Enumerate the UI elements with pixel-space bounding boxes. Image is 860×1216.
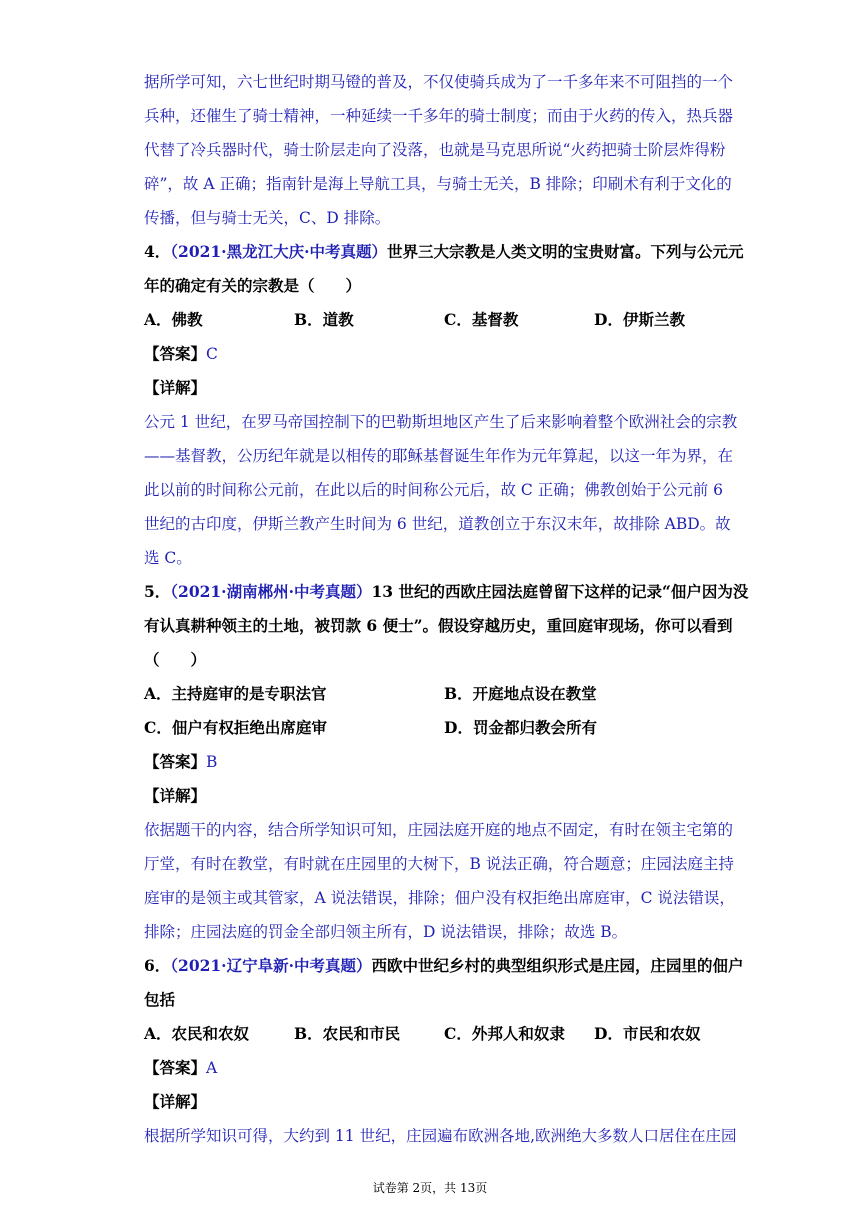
option-d: D．市民和农奴 — [594, 1024, 701, 1043]
question-text: 有认真耕种领主的土地，被罚款 6 便士”。假设穿越历史，重回庭审现场，你可以看到 — [144, 616, 733, 635]
answer-label: 【答案】 — [144, 344, 207, 363]
option-c: C．佃户有权拒绝出席庭审 — [144, 718, 327, 737]
explanation-line: 依据题干的内容，结合所学知识可知，庄园法庭开庭的地点不固定，有时在领主宅第的 — [144, 821, 734, 839]
explanation-line: 选 C。 — [144, 549, 192, 567]
detail-label: 【详解】 — [144, 1092, 207, 1111]
explanation-line: 公元 1 世纪，在罗马帝国控制下的巴勒斯坦地区产生了后来影响着整个欧洲社会的宗教 — [144, 413, 738, 431]
answer-value: C — [206, 345, 218, 363]
option-c: C．外邦人和奴隶 — [444, 1024, 565, 1043]
explanation-line: 代替了冷兵器时代，骑士阶层走向了没落，也就是马克思所说“火药把骑士阶层炸得粉 — [144, 141, 726, 159]
explanation-line: ——基督教，公历纪年就是以相传的耶稣基督诞生年作为元年算起，以这一年为界，在 — [144, 447, 734, 465]
question-text: 年的确定有关的宗教是（ ） — [144, 276, 362, 295]
question-number: 5． — [144, 582, 171, 601]
page-footer: 试卷第 2页，共 13页 — [372, 1181, 488, 1195]
explanation-line: 传播，但与骑士无关，C、D 排除。 — [144, 209, 391, 227]
explanation-line: 庭审的是领主或其管家，A 说法错误，排除；佃户没有权拒绝出席庭审，C 说法错误， — [144, 889, 735, 907]
explanation-line: 兵种，还催生了骑士精神，一种延续一千多年的骑士制度；而由于火药的传入，热兵器 — [144, 107, 734, 125]
option-a: A．农民和农奴 — [144, 1024, 250, 1043]
option-d: D．伊斯兰教 — [594, 310, 685, 329]
answer-label: 【答案】 — [144, 752, 207, 771]
detail-label: 【详解】 — [144, 786, 207, 805]
question-5-stem — [144, 580, 749, 604]
question-number: 4． — [144, 242, 171, 261]
answer-line — [144, 750, 720, 774]
explanation-line: 排除；庄园法庭的罚金全部归领主所有，D 说法错误，排除；故选 B。 — [144, 923, 628, 941]
question-text: （ ） — [144, 650, 207, 669]
detail-label: 【详解】 — [144, 378, 207, 397]
question-source: （2021·辽宁阜新·中考真题） — [170, 956, 372, 975]
answer-line — [144, 1056, 720, 1080]
option-b: B．开庭地点设在教堂 — [444, 684, 597, 703]
question-source: （2021·黑龙江大庆·中考真题） — [170, 242, 387, 261]
explanation-line: 世纪的古印度，伊斯兰教产生时间为 6 世纪，道教创立于东汉末年，故排除 ABD。故 — [144, 515, 731, 533]
answer-label: 【答案】 — [144, 1058, 207, 1077]
option-a: A．佛教 — [144, 310, 203, 329]
option-b: B．农民和市民 — [294, 1024, 401, 1043]
explanation-line: 据所学可知，六七世纪时期马镫的普及，不仅使骑兵成为了一千多年来不可阻挡的一个 — [144, 73, 734, 91]
question-text: 西欧中世纪乡村的典型组织形式是庄园，庄园里的佃户 — [371, 956, 744, 975]
answer-value: A — [206, 1059, 218, 1077]
question-source: （2021·湖南郴州·中考真题） — [170, 582, 372, 601]
explanation-line: 根据所学知识可得，大约到 11 世纪，庄园遍布欧洲各地,欧洲绝大多数人口居住在庄园 — [144, 1127, 737, 1145]
question-number: 6． — [144, 956, 171, 975]
question-6-stem — [144, 954, 744, 978]
explanation-line: 厅堂，有时在教堂，有时就在庄园里的大树下，B 说法正确，符合题意；庄园法庭主持 — [144, 855, 734, 873]
question-text: 包括 — [144, 990, 176, 1009]
option-b: B．道教 — [294, 310, 354, 329]
question-text: 13 世纪的西欧庄园法庭曾留下这样的记录“佃户因为没 — [371, 582, 749, 601]
option-a: A．主持庭审的是专职法官 — [144, 684, 327, 703]
answer-line — [144, 342, 720, 366]
option-c: C．基督教 — [444, 310, 519, 329]
option-d: D．罚金都归教会所有 — [444, 718, 597, 737]
question-text: 世界三大宗教是人类文明的宝贵财富。下列与公元元 — [386, 242, 744, 261]
explanation-line: 碎”，故 A 正确；指南针是海上导航工具，与骑士无关，B 排除；印刷术有利于文化的 — [144, 175, 732, 193]
explanation-line: 此以前的时间称公元前，在此以后的时间称公元后，故 C 正确；佛教创始于公元前 6 — [144, 481, 724, 499]
question-4-stem — [144, 240, 744, 264]
answer-value: B — [206, 753, 218, 771]
